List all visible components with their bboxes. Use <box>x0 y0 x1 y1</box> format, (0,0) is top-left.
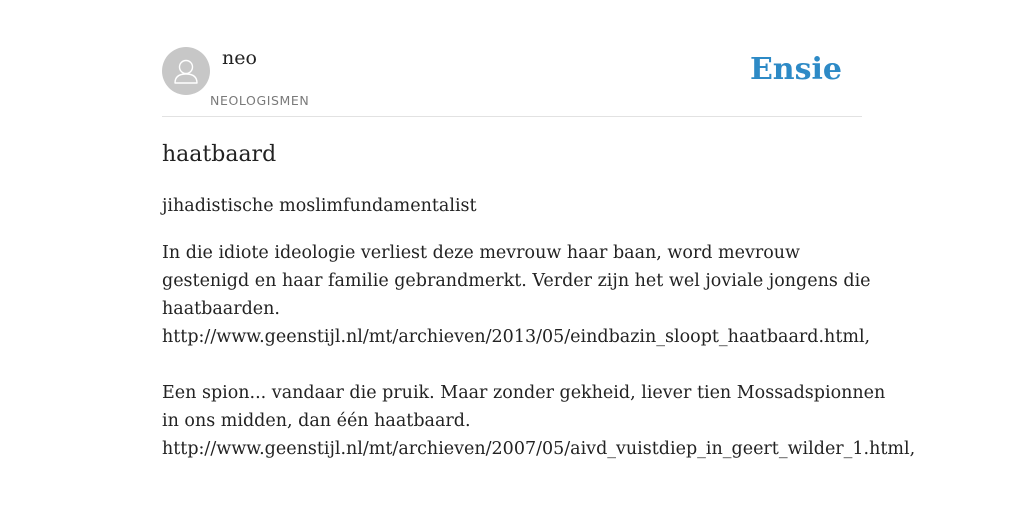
example-2-line-1: Een spion... vandaar die pruik. Maar zonder gekheid, liever tien Mossadspionnen <box>162 383 886 403</box>
header <box>162 40 862 117</box>
username[interactable]: neo <box>222 47 257 69</box>
avatar[interactable] <box>162 47 210 95</box>
entry-definition: jihadistische moslimfundamentalist <box>162 196 477 216</box>
entry-title: haatbaard <box>162 142 277 167</box>
category-label[interactable]: NEOLOGISMEN <box>210 93 310 108</box>
example-2-source: http://www.geenstijl.nl/mt/archieven/2007/05/aivd_vuistdiep_in_geert_wilder_1.html, <box>162 439 916 459</box>
entry-examples <box>162 239 916 463</box>
example-spacer <box>162 351 912 379</box>
example-1-line-1: In die idiote ideologie verliest deze mevrouw haar baan, word mevrouw <box>162 243 801 263</box>
example-2-line-2: in ons midden, dan één haatbaard. <box>162 411 471 431</box>
user-silhouette-icon <box>162 47 210 95</box>
example-1-line-3: haatbaarden. <box>162 299 280 319</box>
example-1-line-2: gestenigd en haar familie gebrandmerkt. Verder zijn het wel joviale jongens die <box>162 271 871 291</box>
brand-logo[interactable]: Ensie <box>749 52 842 87</box>
example-1-source: http://www.geenstijl.nl/mt/archieven/2013/05/eindbazin_sloopt_haatbaard.html, <box>162 327 871 347</box>
